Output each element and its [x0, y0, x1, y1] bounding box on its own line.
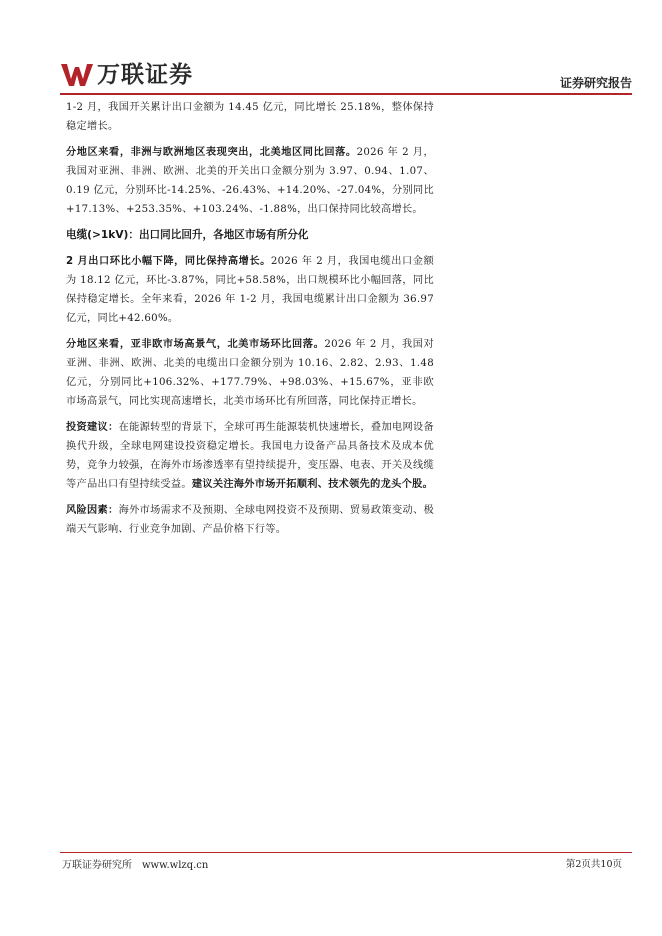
investment-advice-label: 投资建议： [66, 422, 119, 433]
paragraph-lead: 分地区来看，非洲与欧洲地区表现突出，北美地区同比回落。 [66, 147, 357, 158]
paragraph-text: 1-2 月，我国开关累计出口金额为 14.45 亿元，同比增长 25.18%，整体保持稳定增长。 [66, 102, 434, 132]
page-header [60, 60, 632, 92]
investment-advice-conclusion: 建议关注海外市场开拓顺利、技术领先的龙头个股。 [191, 479, 434, 490]
paragraph-lead: 2 月出口环比小幅下降，同比保持高增长。 [66, 256, 271, 267]
page-number: 第2页共10页 [565, 859, 622, 870]
footer-source [62, 856, 208, 871]
document-body [66, 98, 434, 546]
paragraph-cable-regions [66, 335, 434, 411]
paragraph-lead: 分地区来看，亚非欧市场高景气，北美市场环比回落。 [66, 339, 325, 350]
footer-company: 万联证券研究所 [62, 860, 132, 871]
paragraph-cable-monthly [66, 252, 434, 328]
footer-url[interactable]: www.wlzq.cn [142, 860, 209, 871]
risk-factors-label: 风险因素： [66, 505, 119, 516]
paragraph-text: 2026 年 2 月，我国电缆出口金额为 18.12 亿元，环比-3.87%，同比+58.58%，出口规模环比小幅回落，同比保持稳定增长。全年来看，2026 年 1-2 月，我国电缆累计出口金额为 36.97 亿元，同比+42.60%。 [66, 256, 435, 324]
paragraph-text: 海外市场需求不及预期、全球电网投资不及预期、贸易政策变动、极端天气影响、行业竞争加剧、产品价格下行等。 [66, 505, 434, 535]
paragraph-investment-advice [66, 418, 434, 494]
header-divider [60, 93, 632, 95]
logo-text: 万联证券 [97, 62, 193, 88]
footer-divider [60, 852, 632, 853]
company-logo [60, 60, 193, 90]
section-heading-cable: 电缆(>1kV)：出口同比回升，各地区市场有所分化 [66, 229, 309, 241]
paragraph-switch-regions [66, 143, 434, 219]
paragraph-text: 在能源转型的背景下，全球可再生能源装机快速增长，叠加电网设备换代升级，全球电网建设投资稳定增长。我国电力设备产品具备技术及成本优势，竞争力较强，在海外市场渗透率有望持续提升，变压器、电表、开关及线缆等产品出口有望持续受益。 [66, 422, 434, 490]
report-type-label: 证券研究报告 [559, 76, 632, 90]
paragraph-switch-cumulative [66, 98, 434, 136]
wanlian-logo-icon [60, 62, 94, 88]
paragraph-text: 2026 年 2 月，我国对亚洲、非洲、欧洲、北美的开关出口金额分别为 3.97、0.94、1.07、0.19 亿元，分别环比-14.25%、-26.43%、+14.20%、-27.04%，分别同比+17.13%、+253.35%、+103.24%、-1.88%，出口保持同比较高增长。 [66, 147, 434, 215]
paragraph-risk-factors [66, 501, 434, 539]
paragraph-text: 2026 年 2 月，我国对亚洲、非洲、欧洲、北美的电缆出口金额分别为 10.16、2.82、2.93、1.48 亿元，分别同比+106.32%、+177.79%、+98.03%、+15.67%，亚非欧市场高景气，同比实现高速增长，北美市场环比有所回落，同比保持正增长。 [66, 339, 435, 407]
